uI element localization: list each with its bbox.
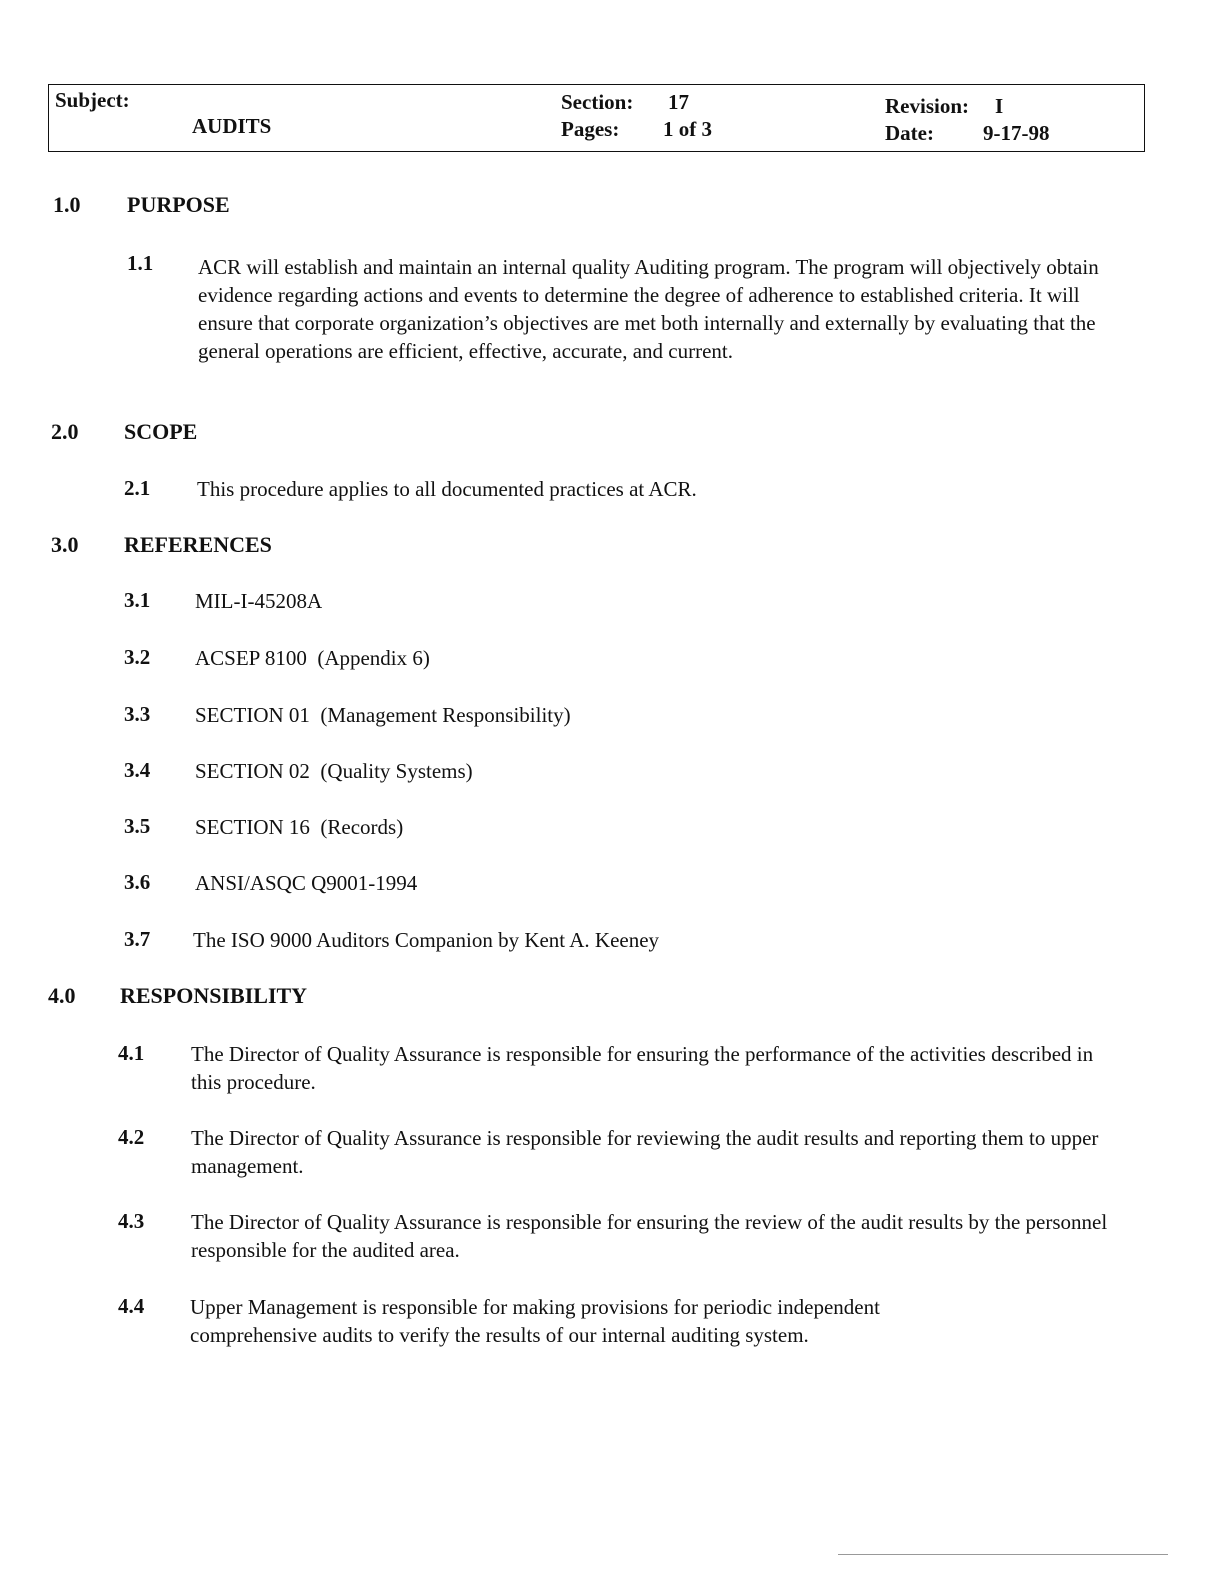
item-number: 3.1 — [124, 588, 151, 612]
item-text: The Director of Quality Assurance is responsible for ensuring the review of the audit results by the personnel responsible for the audited area. — [191, 1210, 1108, 1262]
reference-text: SECTION 16 (Records) — [195, 815, 404, 839]
item-text: ACR will establish and maintain an internal quality Auditing program. The program will objectively obtain evidence regarding actions and events to determine the degree of adherence to established criteria. It will ensure that corporate organization’s objectives are met both internally and externally by evaluating that the general operations are efficient, effective, accurate, and current. — [198, 255, 1099, 363]
section-title: REFERENCES — [124, 532, 272, 557]
item-text: The Director of Quality Assurance is responsible for ensuring the performance of the activities described in this procedure. — [191, 1042, 1094, 1094]
item-number: 3.4 — [124, 758, 151, 782]
section-number: 2.0 — [51, 419, 79, 444]
section-title: RESPONSIBILITY — [120, 983, 308, 1008]
reference-text: SECTION 01 (Management Responsibility) — [195, 703, 571, 727]
section-number: 3.0 — [51, 532, 79, 557]
item-number: 4.1 — [118, 1041, 145, 1065]
item-number: 4.4 — [118, 1294, 145, 1318]
reference-text: ACSEP 8100 (Appendix 6) — [195, 646, 430, 670]
date-label: Date: — [885, 121, 934, 145]
item-number: 3.3 — [124, 702, 151, 726]
document-header — [48, 84, 1145, 152]
item-number: 4.2 — [118, 1125, 145, 1149]
item-text: The Director of Quality Assurance is responsible for reviewing the audit results and reporting them to upper management. — [191, 1126, 1099, 1178]
section-number: 4.0 — [48, 983, 76, 1008]
reference-text: MIL-I-45208A — [195, 589, 323, 613]
section-label: Section: — [561, 90, 634, 114]
pages-value: 1 of 3 — [663, 117, 712, 141]
item-number: 1.1 — [127, 251, 154, 275]
section-value: 17 — [668, 90, 689, 114]
section-title: SCOPE — [124, 419, 198, 444]
item-number: 3.7 — [124, 927, 151, 951]
reference-text: SECTION 02 (Quality Systems) — [195, 759, 473, 783]
item-number: 3.6 — [124, 870, 151, 894]
item-text: Upper Management is responsible for making provisions for periodic independent comprehensive audits to verify the results of our internal auditing system. — [190, 1295, 880, 1347]
subject-label: Subject: — [55, 88, 130, 112]
item-text: This procedure applies to all documented practices at ACR. — [197, 477, 697, 501]
revision-value: I — [995, 94, 1004, 118]
item-number: 2.1 — [124, 476, 151, 500]
revision-label: Revision: — [885, 94, 969, 118]
section-title: PURPOSE — [127, 192, 230, 217]
reference-text: ANSI/ASQC Q9001-1994 — [195, 871, 418, 895]
item-number: 3.2 — [124, 645, 151, 669]
pages-label: Pages: — [561, 117, 620, 141]
reference-text: The ISO 9000 Auditors Companion by Kent A. Keeney — [193, 928, 660, 952]
footer-rule — [838, 1554, 1168, 1555]
section-number: 1.0 — [53, 192, 81, 217]
subject-value: AUDITS — [192, 114, 272, 138]
item-number: 4.3 — [118, 1209, 145, 1233]
date-value: 9-17-98 — [983, 121, 1050, 145]
item-number: 3.5 — [124, 814, 151, 838]
